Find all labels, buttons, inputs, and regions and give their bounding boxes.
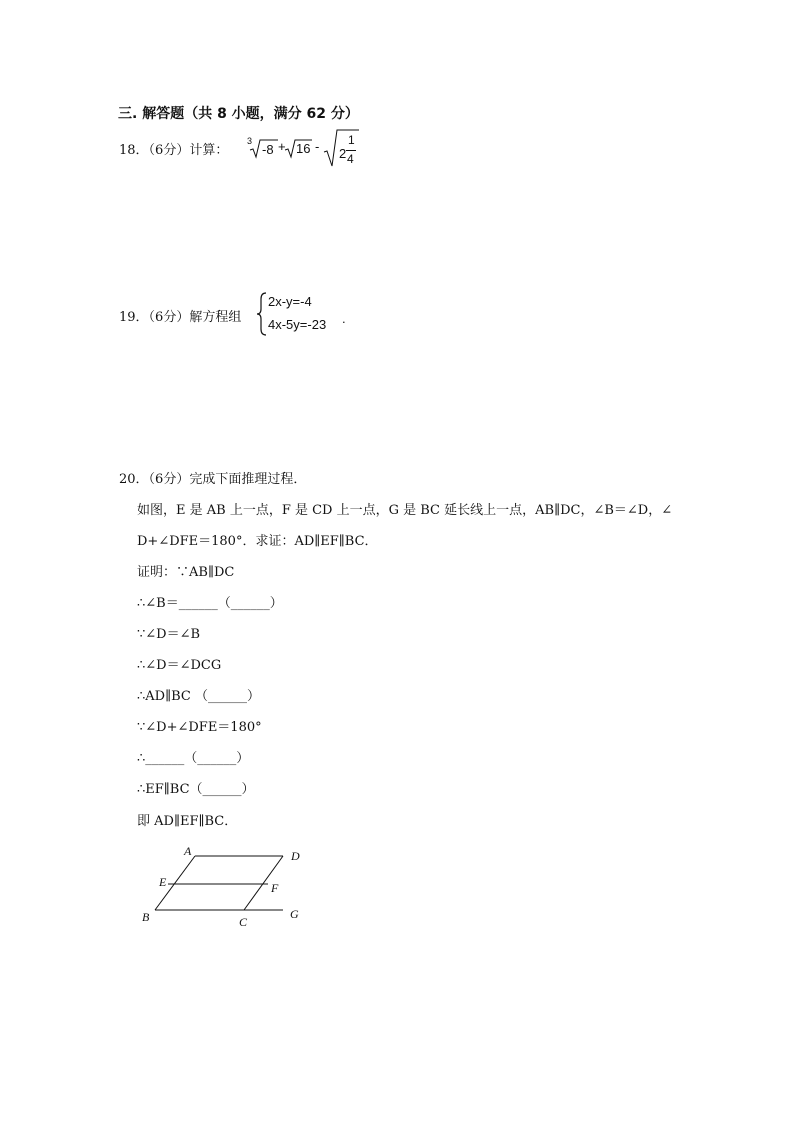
q18-prompt: 计算： xyxy=(189,143,229,158)
label-D: D xyxy=(291,849,300,863)
fraction-bar xyxy=(346,150,356,151)
q19-number: 19． xyxy=(119,310,149,325)
cube-root-radicand: -8 xyxy=(262,142,274,157)
mixed-whole: 2 xyxy=(339,146,347,161)
label-B: B xyxy=(142,910,150,924)
q20-number: 20． xyxy=(119,472,149,487)
label-E: E xyxy=(159,875,167,889)
label-F: F xyxy=(271,881,279,895)
section-title: 三. 解答题（共 8 小题，满分 62 分） xyxy=(118,106,359,122)
proof-step: 即 AD∥EF∥BC． xyxy=(137,814,238,829)
equation-end: . xyxy=(342,311,346,326)
proof-step: ∴______（______） xyxy=(137,751,250,766)
q19-prompt: 解方程组 xyxy=(189,310,242,325)
label-G: G xyxy=(290,907,299,921)
proof-step: ∴EF∥BC（______） xyxy=(137,782,255,797)
proof-step: 证明：∵AB∥DC xyxy=(137,565,235,580)
minus-sign: - xyxy=(315,139,320,154)
q20-points: （6分） xyxy=(148,472,190,487)
label-C: C xyxy=(239,915,248,929)
proof-step: ∴∠B＝______（______） xyxy=(137,596,283,611)
proof-step: ∴∠D＝∠DCG xyxy=(137,658,222,673)
plus-sign: + xyxy=(278,139,286,154)
proof-step: ∵∠D＝∠B xyxy=(137,627,201,642)
q19-points: （6分） xyxy=(148,310,190,325)
mixed-numerator: 1 xyxy=(348,133,355,147)
cube-root-index: 3 xyxy=(247,136,253,146)
mixed-denominator: 4 xyxy=(347,152,354,166)
q18-points: （6分） xyxy=(148,143,190,158)
q20-prompt: 完成下面推理过程． xyxy=(189,472,307,487)
given-line-1: 如图，E 是 AB 上一点，F 是 CD 上一点，G 是 BC 延长线上一点，AB∥DC，∠B＝∠D，∠ xyxy=(137,503,673,518)
equation-2: 4x-5y=-23 xyxy=(268,317,327,332)
given-line-2: D+∠DFE＝180°．求证：AD∥EF∥BC． xyxy=(137,534,378,549)
equation-1: 2x-y=-4 xyxy=(268,294,312,309)
label-A: A xyxy=(184,844,192,858)
geometry-figure xyxy=(135,842,310,932)
square-root-radicand: 16 xyxy=(296,141,311,156)
proof-step: ∴AD∥BC （______） xyxy=(137,689,260,704)
proof-step: ∵∠D+∠DFE＝180° xyxy=(137,720,262,735)
q18-number: 18． xyxy=(119,143,149,158)
left-brace xyxy=(256,292,268,336)
